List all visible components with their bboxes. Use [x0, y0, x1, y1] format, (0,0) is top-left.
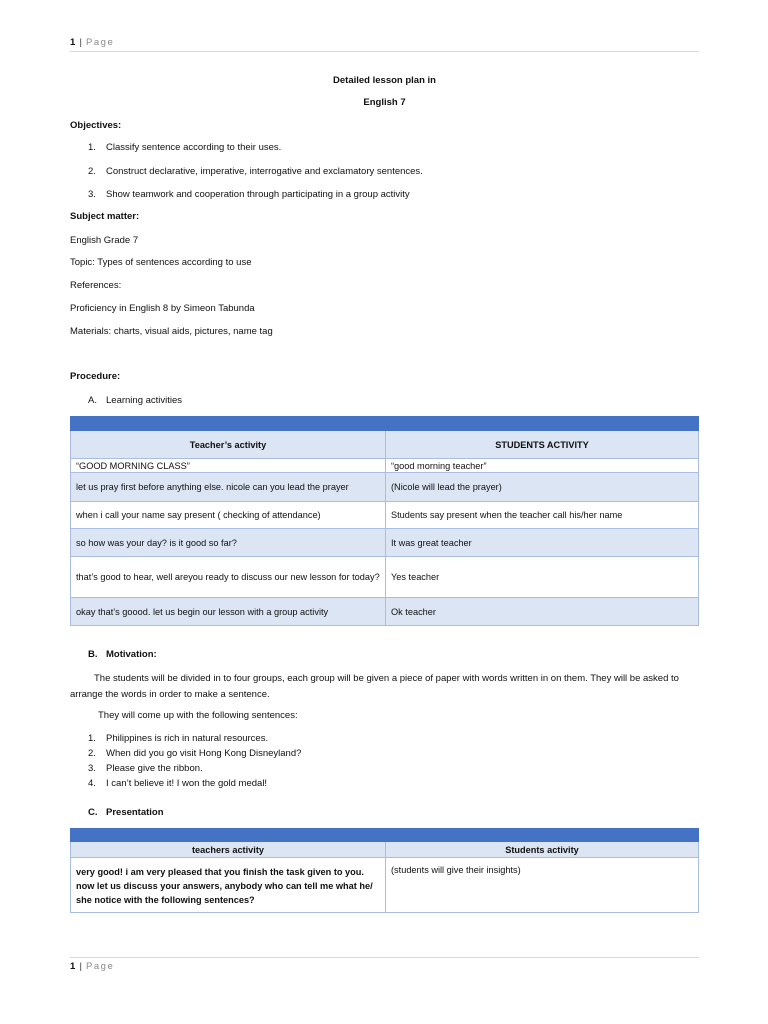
sentence-item: 2. When did you go visit Hong Kong Disneyland?: [88, 748, 302, 759]
title-line-1: Detailed lesson plan in: [333, 75, 436, 86]
motivation-intro: They will come up with the following sentences:: [98, 710, 298, 721]
table-header-students: Students activity: [386, 842, 699, 858]
procedure-heading: Procedure:: [70, 371, 121, 382]
objectives-heading: Objectives:: [70, 120, 122, 131]
motivation-paragraph: The students will be divided in to four groups, each group will be given a piece of paper with words written in on them. They will be asked to arrange the words in order to make a sentence.: [70, 673, 679, 700]
header-rule: [70, 51, 699, 52]
objective-item: 3. Show teamwork and cooperation through participating in a group activity: [88, 189, 410, 200]
sentence-item: 3. Please give the ribbon.: [88, 763, 203, 774]
page-header: [70, 37, 114, 48]
footer-rule: [70, 957, 699, 958]
table-row: when i call your name say present ( checking of attendance) Students say present when the teacher call his/her name: [71, 502, 699, 529]
title-line-2: English 7: [363, 97, 406, 108]
learning-activities-table: [70, 416, 699, 626]
materials-text: Materials: charts, visual aids, pictures, name tag: [70, 326, 273, 337]
table-row: let us pray first before anything else. nicole can you lead the prayer (Nicole will lead the prayer): [71, 473, 699, 502]
references-label: References:: [70, 280, 122, 291]
presentation-table: [70, 828, 699, 913]
table-row: “GOOD MORNING CLASS” “good morning teacher”: [71, 459, 699, 473]
section-a-heading: A. Learning activities: [88, 395, 183, 406]
section-b-heading: B. Motivation:: [88, 649, 157, 660]
sentence-item: 4. I can’t believe it! I won the gold medal!: [88, 778, 268, 789]
page-separator: |: [79, 961, 82, 972]
table-row: very good! i am very pleased that you finish the task given to you. now let us discuss your answers, anybody who can tell me what he/ she notice with the following sentences? (students will give their insights): [71, 858, 699, 913]
table-header-students: STUDENTS ACTIVITY: [386, 431, 699, 459]
subject-topic: Topic: Types of sentences according to use: [70, 257, 252, 268]
table-row: that’s good to hear, well areyou ready to discuss our new lesson for today? Yes teacher: [71, 557, 699, 598]
page-label: Page: [86, 37, 115, 48]
sentence-item: 1. Philippines is rich in natural resources.: [88, 733, 269, 744]
subject-matter-heading: Subject matter:: [70, 211, 140, 222]
page-number: 1: [70, 961, 76, 972]
objective-item: 2. Construct declarative, imperative, interrogative and exclamatory sentences.: [88, 166, 423, 177]
page-separator: |: [79, 37, 82, 48]
table-header-teacher: Teacher’s activity: [71, 431, 386, 459]
subject-grade: English Grade 7: [70, 235, 139, 246]
table-row: so how was your day? is it good so far? It was great teacher: [71, 529, 699, 557]
objective-item: 1. Classify sentence according to their uses.: [88, 142, 282, 153]
table-header-teacher: teachers activity: [71, 842, 386, 858]
page-number: 1: [70, 37, 76, 48]
page-label: Page: [86, 961, 115, 972]
reference-text: Proficiency in English 8 by Simeon Tabunda: [70, 303, 255, 314]
page-footer: [70, 961, 114, 972]
table-row: okay that’s goood. let us begin our lesson with a group activity Ok teacher: [71, 598, 699, 626]
section-c-heading: C. Presentation: [88, 807, 164, 818]
